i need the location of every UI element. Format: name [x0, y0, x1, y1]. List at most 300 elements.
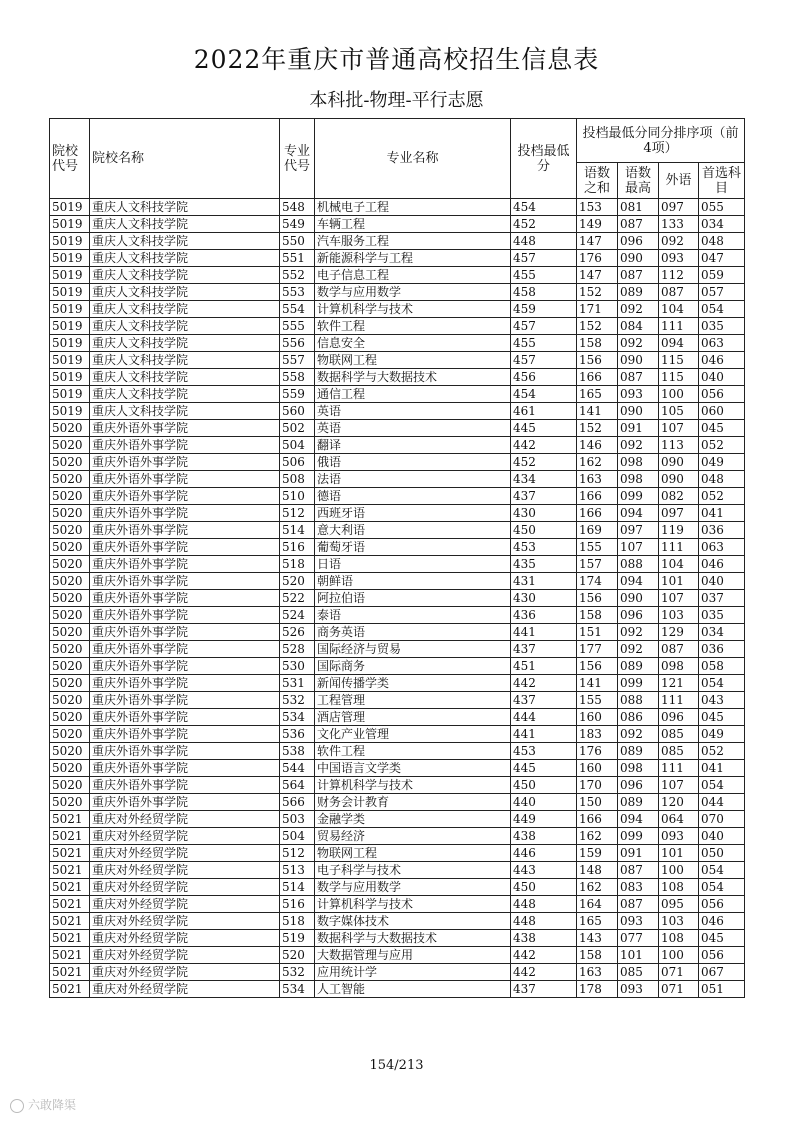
cell-foreign-lang: 094 [659, 335, 699, 352]
cell-first-subject: 045 [699, 709, 745, 726]
cell-foreign-lang: 101 [659, 573, 699, 590]
cell-school-code: 5020 [50, 675, 90, 692]
table-row [50, 250, 745, 267]
cell-school-code: 5021 [50, 811, 90, 828]
cell-min-score: 434 [511, 471, 577, 488]
cell-chinese-math-max: 092 [618, 335, 659, 352]
cell-major-name: 西班牙语 [315, 505, 511, 522]
table-row [50, 437, 745, 454]
cell-school-code: 5020 [50, 454, 90, 471]
cell-major-code: 549 [280, 216, 315, 233]
table-row [50, 828, 745, 845]
cell-major-name: 数学与应用数学 [315, 879, 511, 896]
cell-major-name: 酒店管理 [315, 709, 511, 726]
cell-major-name: 工程管理 [315, 692, 511, 709]
cell-foreign-lang: 095 [659, 896, 699, 913]
cell-major-name: 软件工程 [315, 743, 511, 760]
cell-chinese-math-sum: 174 [577, 573, 618, 590]
cell-school-name: 重庆外语外事学院 [90, 607, 280, 624]
cell-min-score: 456 [511, 369, 577, 386]
cell-chinese-math-sum: 165 [577, 386, 618, 403]
cell-major-code: 503 [280, 811, 315, 828]
document-subtitle: 本科批-物理-平行志愿 [309, 90, 484, 111]
cell-first-subject: 060 [699, 403, 745, 420]
cell-major-name: 电子信息工程 [315, 267, 511, 284]
cell-chinese-math-max: 094 [618, 573, 659, 590]
table-row [50, 301, 745, 318]
cell-major-name: 金融学类 [315, 811, 511, 828]
cell-first-subject: 050 [699, 845, 745, 862]
cell-major-name: 葡萄牙语 [315, 539, 511, 556]
cell-min-score: 453 [511, 743, 577, 760]
cell-school-name: 重庆外语外事学院 [90, 505, 280, 522]
cell-chinese-math-max: 090 [618, 352, 659, 369]
cell-major-name: 电子科学与技术 [315, 862, 511, 879]
cell-chinese-math-sum: 148 [577, 862, 618, 879]
cell-chinese-math-sum: 166 [577, 811, 618, 828]
cell-school-code: 5020 [50, 658, 90, 675]
cell-major-code: 554 [280, 301, 315, 318]
cell-foreign-lang: 133 [659, 216, 699, 233]
cell-school-code: 5021 [50, 964, 90, 981]
cell-chinese-math-sum: 166 [577, 505, 618, 522]
cell-min-score: 449 [511, 811, 577, 828]
cell-chinese-math-max: 098 [618, 760, 659, 777]
cell-chinese-math-sum: 176 [577, 743, 618, 760]
cell-min-score: 437 [511, 981, 577, 998]
page-number: 154/213 [369, 1058, 424, 1073]
cell-major-name: 计算机科学与技术 [315, 896, 511, 913]
cell-chinese-math-sum: 170 [577, 777, 618, 794]
cell-first-subject: 049 [699, 726, 745, 743]
table-row [50, 199, 745, 216]
cell-chinese-math-sum: 166 [577, 369, 618, 386]
cell-major-code: 553 [280, 284, 315, 301]
document-title: 2022年重庆市普通高校招生信息表 [193, 45, 600, 74]
cell-first-subject: 054 [699, 777, 745, 794]
cell-min-score: 437 [511, 692, 577, 709]
cell-min-score: 448 [511, 913, 577, 930]
cell-first-subject: 055 [699, 199, 745, 216]
cell-first-subject: 058 [699, 658, 745, 675]
cell-school-name: 重庆外语外事学院 [90, 641, 280, 658]
table-header [50, 119, 745, 199]
cell-foreign-lang: 097 [659, 199, 699, 216]
cell-chinese-math-sum: 141 [577, 403, 618, 420]
cell-school-name: 重庆对外经贸学院 [90, 862, 280, 879]
cell-school-name: 重庆外语外事学院 [90, 454, 280, 471]
header-sub-foreign-lang: 外语 [659, 163, 699, 199]
cell-min-score: 442 [511, 675, 577, 692]
table-row [50, 335, 745, 352]
cell-first-subject: 044 [699, 794, 745, 811]
header-major-code: 专业代号 [280, 119, 315, 199]
cell-chinese-math-max: 090 [618, 250, 659, 267]
cell-major-code: 524 [280, 607, 315, 624]
cell-chinese-math-max: 085 [618, 964, 659, 981]
header-min-score: 投档最低分 [511, 119, 577, 199]
cell-first-subject: 059 [699, 267, 745, 284]
cell-school-name: 重庆对外经贸学院 [90, 879, 280, 896]
table-row [50, 913, 745, 930]
table-row [50, 590, 745, 607]
cell-foreign-lang: 093 [659, 250, 699, 267]
cell-chinese-math-max: 093 [618, 981, 659, 998]
cell-major-code: 564 [280, 777, 315, 794]
cell-chinese-math-sum: 163 [577, 964, 618, 981]
table-row [50, 709, 745, 726]
cell-school-code: 5020 [50, 420, 90, 437]
cell-chinese-math-sum: 156 [577, 352, 618, 369]
cell-foreign-lang: 082 [659, 488, 699, 505]
cell-school-name: 重庆外语外事学院 [90, 692, 280, 709]
cell-major-code: 518 [280, 556, 315, 573]
cell-major-code: 502 [280, 420, 315, 437]
cell-school-code: 5019 [50, 386, 90, 403]
cell-major-code: 504 [280, 828, 315, 845]
cell-min-score: 454 [511, 199, 577, 216]
table-row [50, 216, 745, 233]
table-row [50, 675, 745, 692]
cell-min-score: 450 [511, 522, 577, 539]
cell-school-name: 重庆外语外事学院 [90, 624, 280, 641]
cell-school-code: 5021 [50, 879, 90, 896]
cell-foreign-lang: 111 [659, 692, 699, 709]
cell-chinese-math-max: 088 [618, 692, 659, 709]
cell-first-subject: 051 [699, 981, 745, 998]
cell-school-name: 重庆外语外事学院 [90, 726, 280, 743]
table-row [50, 284, 745, 301]
cell-school-name: 重庆人文科技学院 [90, 403, 280, 420]
cell-first-subject: 040 [699, 369, 745, 386]
cell-first-subject: 056 [699, 947, 745, 964]
cell-major-code: 512 [280, 845, 315, 862]
table-row [50, 607, 745, 624]
cell-major-code: 557 [280, 352, 315, 369]
cell-first-subject: 046 [699, 913, 745, 930]
cell-first-subject: 054 [699, 862, 745, 879]
cell-chinese-math-max: 089 [618, 284, 659, 301]
header-school-code: 院校代号 [50, 119, 90, 199]
cell-school-code: 5020 [50, 692, 90, 709]
cell-chinese-math-sum: 153 [577, 199, 618, 216]
cell-school-code: 5020 [50, 709, 90, 726]
header-school-name: 院校名称 [90, 119, 280, 199]
cell-major-code: 551 [280, 250, 315, 267]
cell-chinese-math-max: 096 [618, 607, 659, 624]
cell-school-code: 5019 [50, 250, 90, 267]
cell-school-name: 重庆外语外事学院 [90, 675, 280, 692]
cell-chinese-math-max: 092 [618, 641, 659, 658]
cell-min-score: 450 [511, 879, 577, 896]
cell-major-name: 财务会计教育 [315, 794, 511, 811]
cell-school-name: 重庆对外经贸学院 [90, 981, 280, 998]
cell-school-code: 5019 [50, 216, 90, 233]
cell-min-score: 455 [511, 267, 577, 284]
cell-min-score: 435 [511, 556, 577, 573]
cell-first-subject: 045 [699, 930, 745, 947]
header-sub-first-subject: 首选科目 [699, 163, 745, 199]
table-row [50, 233, 745, 250]
cell-school-name: 重庆外语外事学院 [90, 471, 280, 488]
cell-first-subject: 049 [699, 454, 745, 471]
cell-min-score: 443 [511, 862, 577, 879]
cell-school-name: 重庆外语外事学院 [90, 539, 280, 556]
cell-school-code: 5020 [50, 743, 90, 760]
cell-school-name: 重庆人文科技学院 [90, 250, 280, 267]
cell-major-code: 520 [280, 573, 315, 590]
cell-chinese-math-max: 087 [618, 216, 659, 233]
cell-major-code: 508 [280, 471, 315, 488]
cell-school-code: 5020 [50, 794, 90, 811]
cell-foreign-lang: 090 [659, 471, 699, 488]
cell-major-name: 人工智能 [315, 981, 511, 998]
header-tie-group: 投档最低分同分排序项（前4项） [577, 119, 745, 163]
cell-chinese-math-max: 087 [618, 267, 659, 284]
cell-min-score: 448 [511, 233, 577, 250]
cell-chinese-math-sum: 177 [577, 641, 618, 658]
table-row [50, 964, 745, 981]
cell-major-name: 贸易经济 [315, 828, 511, 845]
cell-min-score: 440 [511, 794, 577, 811]
cell-first-subject: 054 [699, 879, 745, 896]
cell-chinese-math-sum: 152 [577, 420, 618, 437]
cell-chinese-math-sum: 162 [577, 828, 618, 845]
cell-school-code: 5019 [50, 369, 90, 386]
cell-chinese-math-sum: 169 [577, 522, 618, 539]
cell-first-subject: 056 [699, 386, 745, 403]
table-row [50, 573, 745, 590]
cell-chinese-math-max: 089 [618, 658, 659, 675]
cell-major-name: 翻译 [315, 437, 511, 454]
cell-first-subject: 037 [699, 590, 745, 607]
cell-chinese-math-max: 087 [618, 369, 659, 386]
watermark-text: 六敢降渠 [28, 1098, 77, 1112]
cell-major-name: 数字媒体技术 [315, 913, 511, 930]
cell-major-name: 中国语言文学类 [315, 760, 511, 777]
cell-major-name: 物联网工程 [315, 352, 511, 369]
cell-min-score: 441 [511, 624, 577, 641]
cell-major-code: 534 [280, 709, 315, 726]
table-row [50, 641, 745, 658]
cell-school-name: 重庆对外经贸学院 [90, 930, 280, 947]
cell-major-code: 516 [280, 896, 315, 913]
table-row [50, 267, 745, 284]
cell-school-code: 5019 [50, 267, 90, 284]
cell-foreign-lang: 071 [659, 964, 699, 981]
cell-min-score: 446 [511, 845, 577, 862]
table-row [50, 454, 745, 471]
cell-school-name: 重庆外语外事学院 [90, 437, 280, 454]
cell-min-score: 442 [511, 437, 577, 454]
cell-foreign-lang: 104 [659, 301, 699, 318]
cell-major-code: 544 [280, 760, 315, 777]
cell-min-score: 436 [511, 607, 577, 624]
cell-major-code: 534 [280, 981, 315, 998]
table-row [50, 658, 745, 675]
cell-min-score: 445 [511, 760, 577, 777]
cell-min-score: 454 [511, 386, 577, 403]
table-row [50, 930, 745, 947]
header-sub-chinese-math-sum: 语数之和 [577, 163, 618, 199]
cell-foreign-lang: 115 [659, 369, 699, 386]
cell-major-name: 法语 [315, 471, 511, 488]
cell-chinese-math-max: 096 [618, 233, 659, 250]
cell-min-score: 437 [511, 641, 577, 658]
table-row [50, 862, 745, 879]
header-major-name: 专业名称 [315, 119, 511, 199]
cell-min-score: 457 [511, 250, 577, 267]
cell-chinese-math-sum: 149 [577, 216, 618, 233]
cell-chinese-math-max: 098 [618, 454, 659, 471]
cell-chinese-math-max: 077 [618, 930, 659, 947]
cell-first-subject: 046 [699, 352, 745, 369]
cell-school-code: 5019 [50, 199, 90, 216]
cell-school-name: 重庆外语外事学院 [90, 760, 280, 777]
cell-first-subject: 036 [699, 522, 745, 539]
table-row [50, 981, 745, 998]
cell-foreign-lang: 087 [659, 284, 699, 301]
cell-school-code: 5019 [50, 335, 90, 352]
cell-major-code: 518 [280, 913, 315, 930]
cell-school-name: 重庆人文科技学院 [90, 301, 280, 318]
cell-school-code: 5021 [50, 828, 90, 845]
cell-chinese-math-max: 090 [618, 590, 659, 607]
cell-major-code: 520 [280, 947, 315, 964]
cell-major-name: 朝鲜语 [315, 573, 511, 590]
table-row [50, 794, 745, 811]
cell-major-name: 数学与应用数学 [315, 284, 511, 301]
cell-first-subject: 040 [699, 573, 745, 590]
cell-school-name: 重庆人文科技学院 [90, 233, 280, 250]
cell-first-subject: 034 [699, 624, 745, 641]
cell-chinese-math-sum: 163 [577, 471, 618, 488]
cell-foreign-lang: 107 [659, 777, 699, 794]
cell-major-code: 526 [280, 624, 315, 641]
cell-major-name: 物联网工程 [315, 845, 511, 862]
cell-first-subject: 052 [699, 743, 745, 760]
cell-chinese-math-max: 086 [618, 709, 659, 726]
cell-major-name: 机械电子工程 [315, 199, 511, 216]
table-row [50, 811, 745, 828]
cell-first-subject: 052 [699, 437, 745, 454]
header-sub-chinese-math-max: 语数最高 [618, 163, 659, 199]
cell-chinese-math-max: 097 [618, 522, 659, 539]
cell-first-subject: 063 [699, 539, 745, 556]
cell-chinese-math-sum: 178 [577, 981, 618, 998]
cell-school-name: 重庆对外经贸学院 [90, 913, 280, 930]
cell-first-subject: 063 [699, 335, 745, 352]
cell-min-score: 430 [511, 505, 577, 522]
cell-chinese-math-sum: 155 [577, 692, 618, 709]
cell-school-name: 重庆对外经贸学院 [90, 828, 280, 845]
cell-first-subject: 070 [699, 811, 745, 828]
cell-chinese-math-max: 101 [618, 947, 659, 964]
cell-major-code: 556 [280, 335, 315, 352]
cell-school-code: 5019 [50, 284, 90, 301]
cell-school-code: 5020 [50, 641, 90, 658]
cell-chinese-math-sum: 166 [577, 488, 618, 505]
table-row [50, 896, 745, 913]
cell-school-code: 5020 [50, 573, 90, 590]
cell-school-name: 重庆对外经贸学院 [90, 947, 280, 964]
cell-school-code: 5021 [50, 947, 90, 964]
cell-foreign-lang: 120 [659, 794, 699, 811]
table-row [50, 369, 745, 386]
cell-first-subject: 054 [699, 301, 745, 318]
cell-min-score: 438 [511, 828, 577, 845]
cell-school-code: 5019 [50, 403, 90, 420]
cell-min-score: 458 [511, 284, 577, 301]
cell-first-subject: 034 [699, 216, 745, 233]
cell-chinese-math-sum: 150 [577, 794, 618, 811]
cell-chinese-math-max: 092 [618, 301, 659, 318]
cell-school-name: 重庆人文科技学院 [90, 369, 280, 386]
cell-school-code: 5020 [50, 505, 90, 522]
cell-first-subject: 041 [699, 505, 745, 522]
cell-school-code: 5020 [50, 590, 90, 607]
cell-chinese-math-sum: 171 [577, 301, 618, 318]
cell-first-subject: 047 [699, 250, 745, 267]
cell-school-name: 重庆外语外事学院 [90, 794, 280, 811]
cell-min-score: 452 [511, 454, 577, 471]
cell-major-code: 513 [280, 862, 315, 879]
cell-major-code: 512 [280, 505, 315, 522]
cell-first-subject: 048 [699, 471, 745, 488]
cell-major-name: 新闻传播学类 [315, 675, 511, 692]
watermark [10, 1096, 76, 1113]
cell-min-score: 441 [511, 726, 577, 743]
cell-major-code: 558 [280, 369, 315, 386]
cell-chinese-math-sum: 158 [577, 607, 618, 624]
cell-school-name: 重庆外语外事学院 [90, 658, 280, 675]
cell-min-score: 459 [511, 301, 577, 318]
table-row [50, 777, 745, 794]
cell-major-code: 536 [280, 726, 315, 743]
cell-foreign-lang: 119 [659, 522, 699, 539]
cell-foreign-lang: 093 [659, 828, 699, 845]
cell-school-code: 5020 [50, 539, 90, 556]
cell-foreign-lang: 129 [659, 624, 699, 641]
cell-chinese-math-max: 092 [618, 726, 659, 743]
table-row [50, 471, 745, 488]
cell-school-name: 重庆对外经贸学院 [90, 964, 280, 981]
cell-min-score: 442 [511, 947, 577, 964]
cell-first-subject: 045 [699, 420, 745, 437]
cell-chinese-math-sum: 147 [577, 267, 618, 284]
cell-first-subject: 054 [699, 675, 745, 692]
cell-major-name: 计算机科学与技术 [315, 777, 511, 794]
cell-major-code: 538 [280, 743, 315, 760]
cell-chinese-math-sum: 156 [577, 658, 618, 675]
table-body [50, 199, 745, 998]
cell-chinese-math-max: 081 [618, 199, 659, 216]
cell-school-name: 重庆对外经贸学院 [90, 811, 280, 828]
cell-major-code: 514 [280, 879, 315, 896]
cell-school-code: 5019 [50, 352, 90, 369]
cell-chinese-math-max: 091 [618, 845, 659, 862]
cell-chinese-math-sum: 146 [577, 437, 618, 454]
cell-school-code: 5020 [50, 760, 90, 777]
cell-foreign-lang: 115 [659, 352, 699, 369]
table-row [50, 692, 745, 709]
table-row [50, 352, 745, 369]
cell-first-subject: 052 [699, 488, 745, 505]
cell-chinese-math-max: 094 [618, 811, 659, 828]
cell-major-name: 英语 [315, 420, 511, 437]
cell-min-score: 457 [511, 352, 577, 369]
cell-chinese-math-max: 088 [618, 556, 659, 573]
